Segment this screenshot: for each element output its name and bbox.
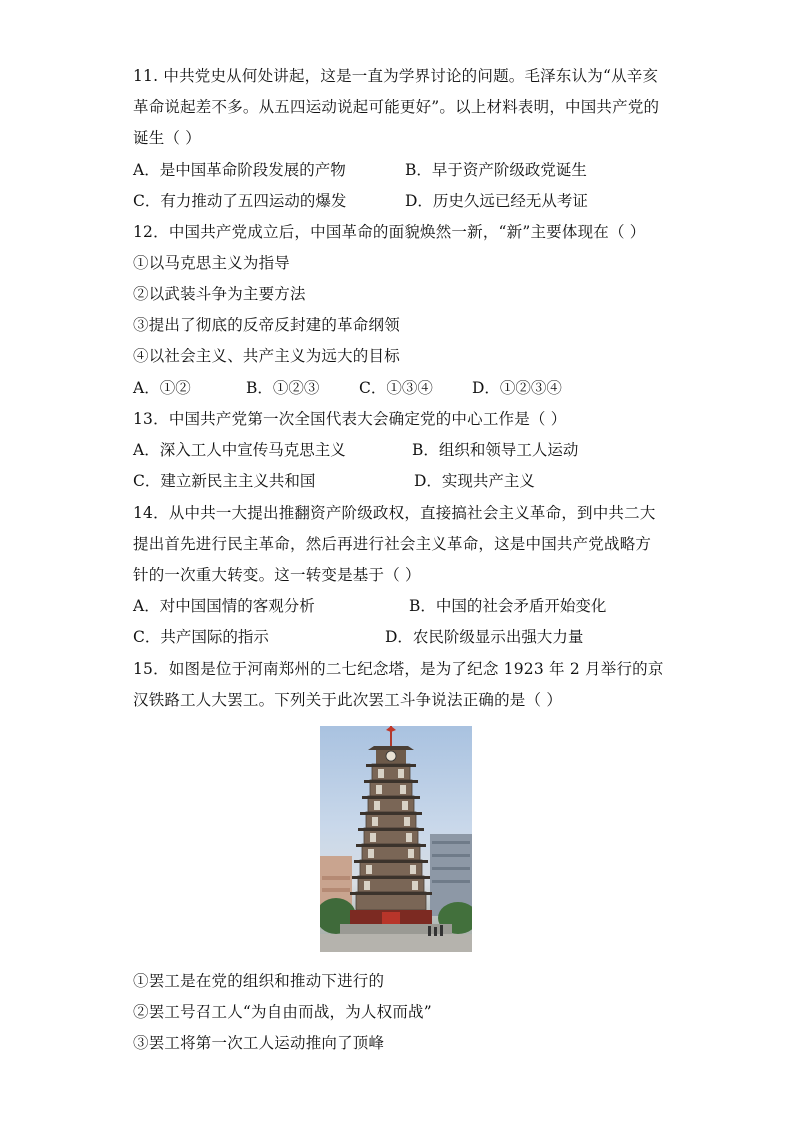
q13-option-c: C．建立新民主主义共和国: [133, 472, 316, 490]
q12-statement-1: ①以马克思主义为指导: [133, 254, 291, 272]
q14-stem-line-1: 14．从中共一大提出推翻资产阶级政权，直接搞社会主义革命，到中共二大: [133, 504, 656, 522]
erqi-memorial-tower-photo: [320, 726, 472, 952]
q14-option-b: B．中国的社会矛盾开始变化: [409, 597, 607, 615]
q14-stem-line-2: 提出首先进行民主革命，然后再进行社会主义革命，这是中国共产党战略方: [133, 535, 652, 553]
q11-stem-line-2: 革命说起差不多。从五四运动说起可能更好”。以上材料表明，中国共产党的: [133, 98, 660, 116]
q15-stem-line-2: 汉铁路工人大罢工。下列关于此次罢工斗争说法正确的是（ ）: [133, 691, 563, 709]
q12-option-b: B．①②③: [246, 379, 320, 397]
q15-stem-line-1: 15．如图是位于河南郑州的二七纪念塔，是为了纪念 1923 年 2 月举行的京: [133, 660, 664, 678]
q14-option-a: A．对中国国情的客观分析: [133, 597, 315, 615]
q12-option-d: D．①②③④: [472, 379, 562, 397]
q12-option-c: C．①③④: [359, 379, 433, 397]
q14-option-d: D．农民阶级显示出强大力量: [385, 628, 584, 646]
q11-option-c: C．有力推动了五四运动的爆发: [133, 192, 347, 210]
q14-stem-line-3: 针的一次重大转变。这一转变是基于（ ）: [133, 566, 421, 584]
q15-statement-3: ③罢工将第一次工人运动推向了顶峰: [133, 1034, 385, 1052]
q11-stem-line-3: 诞生（ ）: [133, 129, 201, 147]
q13-option-a: A．深入工人中宣传马克思主义: [133, 441, 346, 459]
q13-option-b: B．组织和领导工人运动: [412, 441, 579, 459]
q11-option-b: B．早于资产阶级政党诞生: [405, 161, 587, 179]
q15-statement-1: ①罢工是在党的组织和推动下进行的: [133, 972, 385, 990]
q12-option-a: A．①②: [133, 379, 191, 397]
q11-option-d: D．历史久远已经无从考证: [405, 192, 588, 210]
q11-stem-line-1: 11. 中共党史从何处讲起，这是一直为学界讨论的问题。毛泽东认为“从辛亥: [133, 67, 659, 85]
q12-statement-4: ④以社会主义、共产主义为远大的目标: [133, 347, 400, 365]
q12-statement-3: ③提出了彻底的反帝反封建的革命纲领: [133, 316, 400, 334]
q11-option-a: A．是中国革命阶段发展的产物: [133, 161, 346, 179]
q13-stem: 13．中国共产党第一次全国代表大会确定党的中心工作是（ ）: [133, 410, 567, 428]
q12-stem: 12．中国共产党成立后，中国革命的面貌焕然一新，“新”主要体现在（ ）: [133, 223, 646, 241]
q13-option-d: D．实现共产主义: [414, 472, 535, 490]
q14-option-c: C．共产国际的指示: [133, 628, 269, 646]
q12-statement-2: ②以武装斗争为主要方法: [133, 285, 306, 303]
q15-statement-2: ②罢工号召工人“为自由而战，为人权而战”: [133, 1003, 432, 1021]
